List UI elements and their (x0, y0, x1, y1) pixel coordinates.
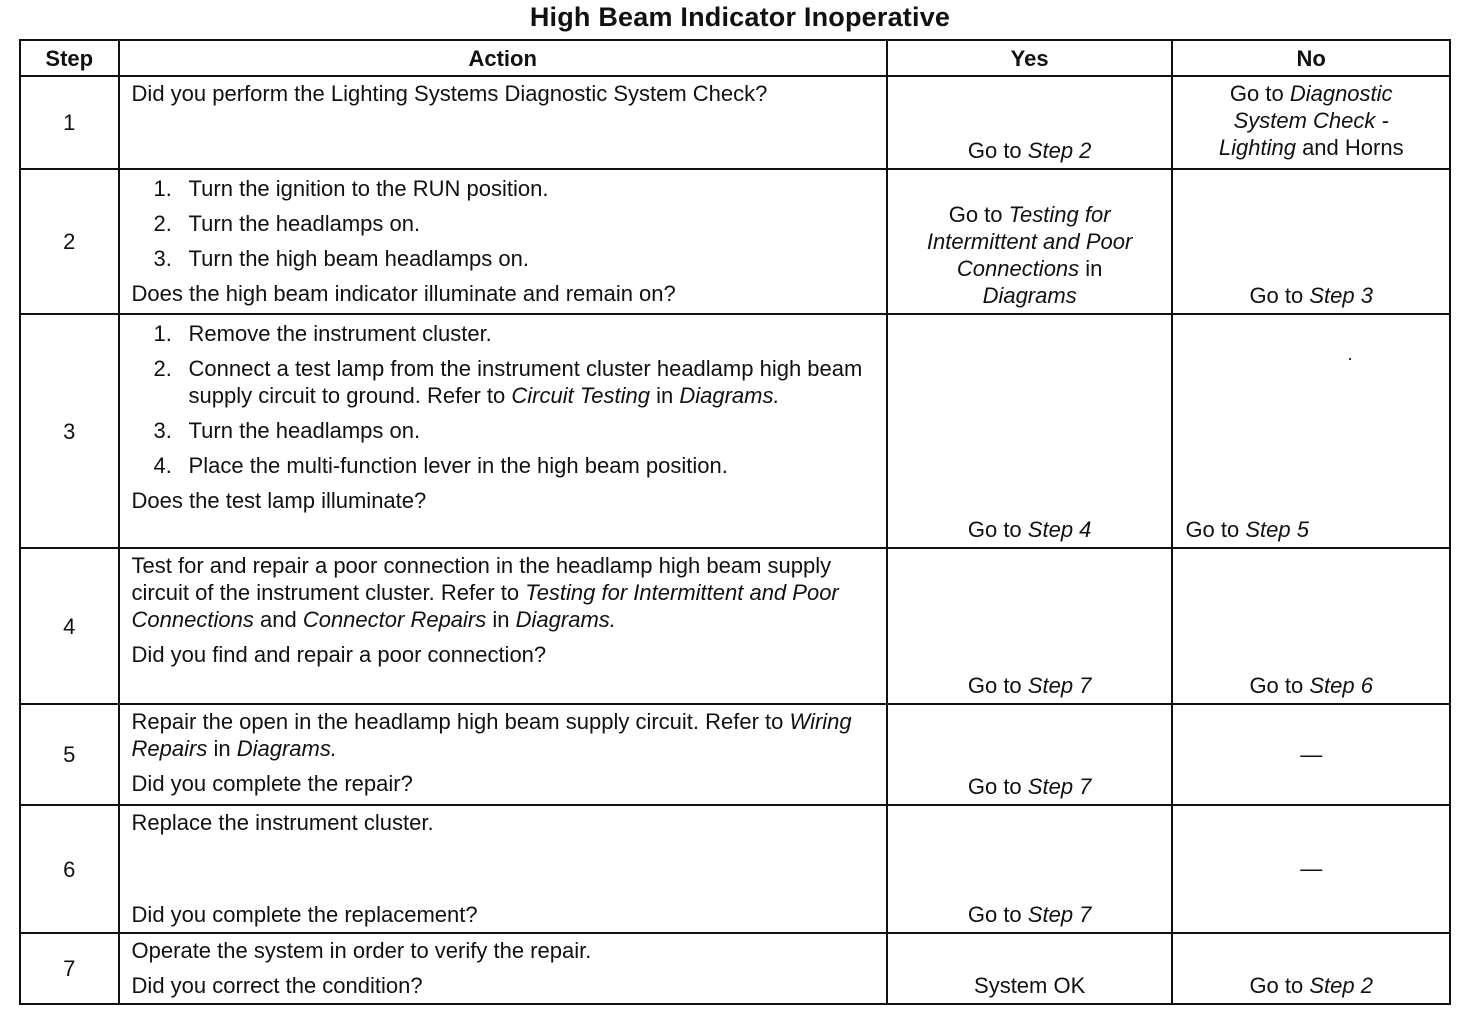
not-applicable-dash: — (1300, 856, 1323, 881)
no-cell: Go to Step 2 (1172, 933, 1450, 1004)
header-row (20, 40, 1450, 76)
step-link[interactable]: Step 7 (1027, 673, 1092, 698)
header-action: Action (119, 40, 887, 76)
list-item: 3. Turn the headlamps on. (153, 418, 421, 443)
yes-cell (887, 933, 1173, 1004)
step-link[interactable]: Step 5 (1245, 517, 1309, 542)
no-cell (1172, 704, 1450, 805)
step-number: 1 (20, 76, 119, 169)
step-number: 3 (20, 314, 119, 548)
yes-cell: Go to Testing for Intermittent and Poor Connections in Diagrams (887, 169, 1173, 314)
no-cell: Go to Step 5 (1172, 314, 1450, 548)
list-item: 4. Place the multi-function lever in the high beam position. (153, 453, 728, 478)
question-text: Does the test lamp illuminate? (131, 488, 427, 513)
no-line-3: Lighting and Horns (1218, 135, 1404, 160)
step-number: 4 (20, 548, 119, 704)
table-row (20, 314, 1450, 548)
diagnostic-link[interactable]: Diagnostic (1289, 81, 1393, 106)
step-number: 6 (20, 805, 119, 933)
yes-cell: Go to Step 7 (887, 805, 1173, 933)
step-link[interactable]: Step 7 (1027, 774, 1092, 799)
question-text: Did you complete the replacement? (131, 902, 478, 927)
question-text: Did you complete the repair? (131, 771, 413, 796)
page-title: High Beam Indicator Inoperative (529, 2, 951, 32)
step-link[interactable]: Step 7 (1027, 902, 1092, 927)
list-item: 1. Remove the instrument cluster. (153, 321, 492, 346)
reference-link[interactable]: Testing for (1008, 202, 1111, 227)
diagnostic-table (19, 39, 1451, 1005)
action-text: Repair the open in the headlamp high beam supply circuit. Refer to Wiring Repairs in Diagrams. (131, 709, 852, 761)
no-line-2: System Check - (1233, 108, 1389, 133)
action-cell (119, 314, 887, 548)
not-applicable-dash: — (1300, 741, 1323, 767)
table-row (20, 76, 1450, 169)
step-link[interactable]: Step 6 (1309, 673, 1373, 698)
yes-line: Go to Step 2 (967, 138, 1092, 163)
action-cell (119, 548, 887, 704)
question-text: Did you find and repair a poor connection? (131, 642, 547, 667)
action-text: Replace the instrument cluster. (131, 810, 434, 835)
yes-cell: Go to Step 7 (887, 548, 1173, 704)
no-cell: Go to Step 6 (1172, 548, 1450, 704)
no-line-1: Go to Diagnostic (1229, 81, 1393, 106)
question-text: Does the high beam indicator illuminate and remain on? (131, 281, 676, 306)
table-row (20, 933, 1450, 1004)
action-text: Did you perform the Lighting Systems Diagnostic System Check? (131, 81, 768, 106)
header-no: No (1172, 40, 1450, 76)
table-row (20, 548, 1450, 704)
step-link[interactable]: Step 4 (1027, 517, 1092, 542)
no-cell (1172, 76, 1450, 169)
step-number: 7 (20, 933, 119, 1004)
no-cell: Go to Step 3 (1172, 169, 1450, 314)
system-ok-text: System OK (974, 973, 1086, 998)
action-cell (119, 704, 887, 805)
action-cell (119, 76, 887, 169)
scan-speck (1349, 358, 1351, 360)
procedure-list (132, 175, 880, 272)
yes-cell: Go to Step 7 (887, 704, 1173, 805)
yes-cell (887, 76, 1173, 169)
step-number: 2 (20, 169, 119, 314)
step-link[interactable]: Step 3 (1309, 283, 1373, 308)
action-cell (119, 805, 887, 933)
question-text: Did you correct the condition? (131, 973, 423, 998)
step-link[interactable]: Step 2 (1027, 138, 1092, 163)
table-row (20, 805, 1450, 933)
list-item: 1. Turn the ignition to the RUN position. (153, 176, 549, 201)
list-item: 2. Turn the headlamps on. (153, 211, 421, 236)
header-yes: Yes (887, 40, 1173, 76)
table-row (20, 704, 1450, 805)
no-cell (1172, 805, 1450, 933)
action-cell (119, 169, 887, 314)
table-row (20, 169, 1450, 314)
header-step: Step (20, 40, 119, 76)
action-text: Operate the system in order to verify the repair. (131, 938, 592, 963)
list-item: 2. Connect a test lamp from the instrument cluster headlamp high beam supply circuit to ground. Refer to Circuit Testing in Diagrams. (153, 356, 863, 408)
action-cell (119, 933, 887, 1004)
list-item: 3. Turn the high beam headlamps on. (153, 246, 529, 271)
step-number: 5 (20, 704, 119, 805)
yes-cell: Go to Step 4 (887, 314, 1173, 548)
step-link[interactable]: Step 2 (1309, 973, 1373, 998)
procedure-list (132, 320, 880, 479)
action-text: Test for and repair a poor connection in the headlamp high beam supply circuit of the instrument cluster. Refer to Testing for Intermittent and Poor Connections and Connector Repairs in Diagrams. (131, 553, 839, 632)
